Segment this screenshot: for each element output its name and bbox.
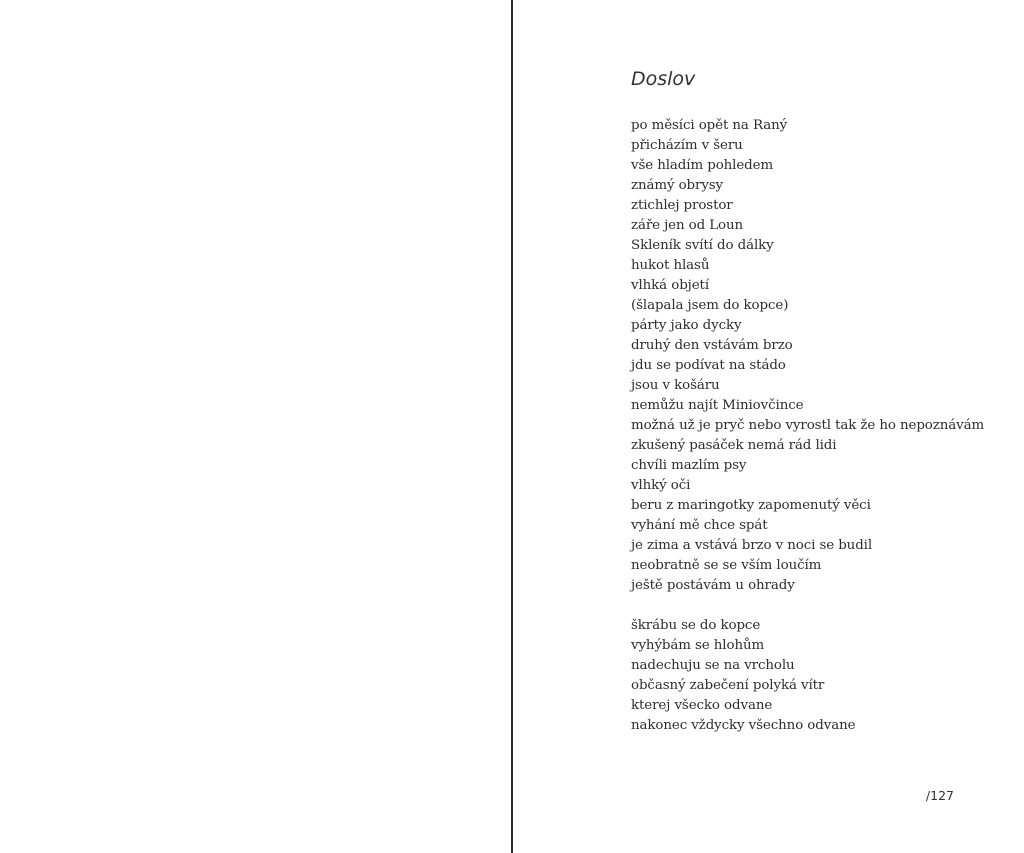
- poem-line: nakonec vždycky všechno odvane: [631, 718, 856, 733]
- poem-line: ještě postávám u ohrady: [631, 578, 795, 593]
- poem-line: beru z maringotky zapomenutý věci: [631, 498, 871, 513]
- poem-line: známý obrysy: [631, 178, 724, 193]
- poem-line: nadechuju se na vrcholu: [631, 658, 795, 673]
- poem-line: škrábu se do kopce: [631, 618, 761, 633]
- poem-line: záře jen od Loun: [631, 218, 744, 233]
- poem-line: hukot hlasů: [631, 258, 710, 273]
- poem-line: přicházím v šeru: [631, 138, 743, 153]
- poem-line: vlhká objetí: [631, 278, 709, 293]
- poem-line: vše hladím pohledem: [631, 158, 774, 173]
- poem-line: možná už je pryč nebo vyrostl tak že ho nepoznávám: [631, 418, 985, 433]
- poem-line: jdu se podívat na stádo: [631, 358, 786, 373]
- page-number: /127: [925, 788, 954, 803]
- poem-body: [631, 116, 1011, 756]
- poem-line: po měsíci opět na Raný: [631, 118, 788, 133]
- poem-line: vlhký oči: [631, 478, 691, 493]
- poem-line: kterej všecko odvane: [631, 698, 773, 713]
- poem-line: párty jako dycky: [631, 318, 742, 333]
- left-page-blank: [0, 0, 511, 853]
- poem-line: (šlapala jsem do kopce): [631, 298, 789, 313]
- right-page: [513, 0, 1024, 853]
- poem-stanza: [631, 116, 1011, 596]
- poem-stanza: [631, 616, 1011, 736]
- poem-line: ztichlej prostor: [631, 198, 733, 213]
- poem-line: druhý den vstávám brzo: [631, 338, 793, 353]
- poem-line: vyhýbám se hlohům: [631, 638, 765, 653]
- page-title: Doslov: [631, 68, 696, 90]
- poem-line: vyhání mě chce spát: [631, 518, 768, 533]
- poem-line: občasný zabečení polyká vítr: [631, 678, 825, 693]
- poem-line: chvíli mazlím psy: [631, 458, 747, 473]
- poem-line: neobratně se se vším loučím: [631, 558, 822, 573]
- poem-line: zkušený pasáček nemá rád lidi: [631, 438, 837, 453]
- poem-line: Skleník svítí do dálky: [631, 238, 774, 253]
- poem-line: je zima a vstává brzo v noci se budil: [631, 538, 873, 553]
- poem-line: nemůžu najít Miniovčince: [631, 398, 804, 413]
- poem-line: jsou v košáru: [631, 378, 720, 393]
